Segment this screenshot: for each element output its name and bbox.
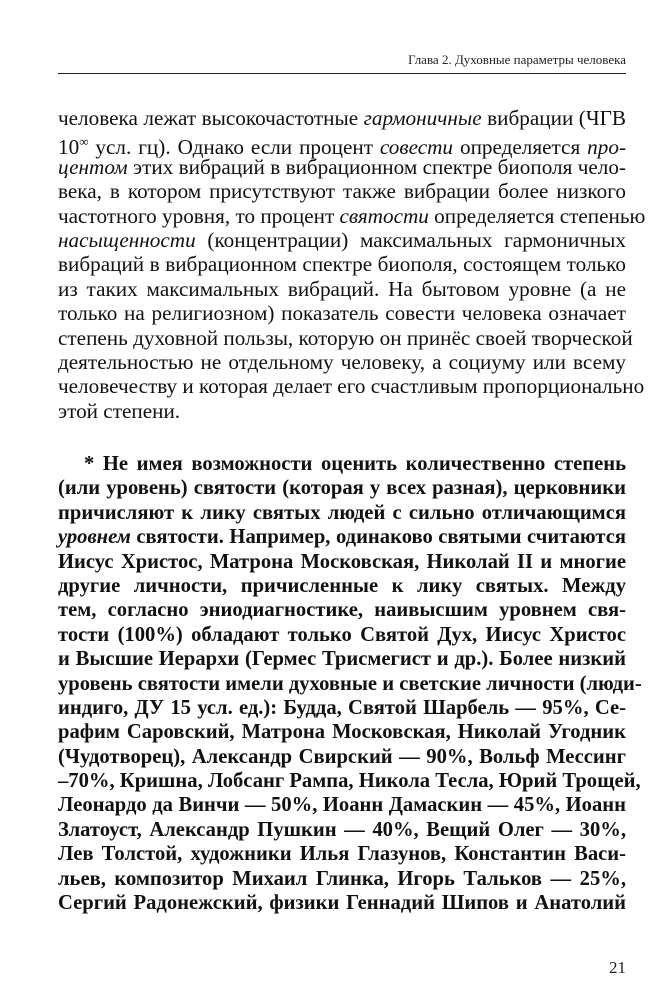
text-run: только на религиозном) показатель совести человека означает bbox=[58, 301, 626, 326]
text-line bbox=[58, 818, 626, 842]
text-line bbox=[58, 325, 633, 350]
text-run: деятельностью не отдельному человеку, а социуму или всему bbox=[58, 349, 626, 374]
text-run: –70%, Кришна, Лобсанг Рампа, Никола Тесла, Юрий Трощей, bbox=[58, 770, 641, 793]
text-line bbox=[58, 745, 626, 769]
text-line bbox=[58, 130, 626, 160]
text-line bbox=[58, 301, 626, 325]
page-number: 21 bbox=[609, 958, 626, 977]
text-run: святости. Например, одинаково святыми считаются bbox=[130, 526, 626, 549]
italic-run: совести bbox=[379, 135, 454, 160]
text-line bbox=[58, 550, 626, 574]
text-run: степень духовной пользы, которую он принёс своей творческой bbox=[58, 325, 633, 350]
text-line bbox=[58, 720, 626, 744]
text-run: века, в котором присутствуют также вибрации более низкого bbox=[58, 179, 626, 204]
footnote-paragraph bbox=[58, 452, 642, 915]
text-run: 10 bbox=[58, 135, 80, 160]
text-line bbox=[58, 476, 626, 500]
italic-run: уровнем bbox=[58, 526, 131, 549]
text-run: причисляют к лику святых людей с сильно отличающимся bbox=[58, 501, 626, 524]
text-run: этих вибраций в вибрационном спектре биополя чело- bbox=[127, 154, 626, 179]
text-run: (или уровень) святости (которая у всех разная), церковники bbox=[58, 477, 626, 500]
text-run: льев, композитор Михаил Глинка, Игорь Тальков — 25%, bbox=[58, 867, 626, 890]
text-line bbox=[58, 501, 626, 525]
text-run: тости (100%) обладают только Святой Дух, Иисус Христос bbox=[58, 623, 626, 646]
text-line bbox=[58, 179, 626, 203]
text-line bbox=[58, 867, 626, 891]
running-header: Глава 2. Духовные параметры человека bbox=[408, 52, 626, 67]
text-run: уровень святости имели духовные и светские личности (люди- bbox=[58, 672, 642, 695]
text-run: этой степени. bbox=[58, 398, 181, 423]
text-run: * Не имея возможности оценить количественно степень bbox=[84, 453, 626, 475]
text-run: вибрации (ЧГВ bbox=[481, 106, 626, 130]
text-line bbox=[58, 891, 626, 915]
text-run: частотного уровня, то процент bbox=[58, 203, 340, 228]
text-run: Златоуст, Александр Пушкин — 40%, Вещий Олег — 30%, bbox=[58, 818, 626, 841]
text-line bbox=[58, 598, 626, 622]
text-run: человека лежат высокочастотные bbox=[58, 106, 364, 130]
text-run: Леонардо да Винчи — 50%, Иоанн Дамаскин — 45%, Иоанн bbox=[58, 794, 626, 817]
text-run: (концентрации) максимальных гармоничных bbox=[195, 227, 626, 252]
text-line bbox=[58, 647, 626, 671]
text-line bbox=[58, 842, 626, 866]
text-run: (Чудотворец), Александр Свирский — 90%, Вольф Мессинг bbox=[58, 745, 626, 768]
text-line bbox=[58, 525, 626, 549]
text-line bbox=[58, 793, 626, 817]
text-run: усл. гц). Однако если процент bbox=[88, 135, 380, 160]
italic-run: святости bbox=[339, 203, 429, 228]
italic-run: про- bbox=[587, 135, 626, 160]
text-line bbox=[58, 574, 626, 598]
text-line bbox=[58, 277, 626, 301]
italic-run: насыщенности bbox=[58, 227, 196, 252]
text-line bbox=[58, 672, 642, 696]
header-rule bbox=[58, 73, 626, 74]
text-line bbox=[58, 350, 626, 374]
text-run: Сергий Радонежский, физики Геннадий Шипов и Анатолий bbox=[58, 892, 626, 915]
italic-run: гармоничные bbox=[363, 106, 482, 130]
text-line bbox=[58, 696, 626, 720]
text-run: Лев Толстой, художники Илья Глазунов, Константин Васи- bbox=[58, 843, 626, 866]
text-run: тем, согласно эниодиагностике, наивысшим уровнем свя- bbox=[58, 599, 626, 622]
text-run: и Высшие Иерархи (Гермес Трисмегист и др.). Более низкий bbox=[58, 648, 626, 671]
text-run: индиго, ДУ 15 усл. ед.): Будда, Святой Шарбель — 95%, Се- bbox=[58, 696, 626, 719]
text-run: из таких максимальных вибраций. На бытовом уровне (а не bbox=[58, 276, 626, 301]
text-run: определяется bbox=[453, 135, 588, 160]
text-line bbox=[58, 374, 645, 399]
superscript-run: ∞ bbox=[79, 134, 89, 150]
text-line bbox=[58, 106, 626, 130]
text-run: человечеству и которая делает его счастливым пропорционально bbox=[58, 374, 645, 399]
text-line bbox=[58, 399, 626, 423]
text-run: определяется степенью bbox=[428, 203, 646, 228]
text-run: вибраций в вибрационном спектре биополя, состоящем только bbox=[58, 252, 626, 277]
text-line bbox=[58, 452, 626, 476]
text-line bbox=[58, 623, 626, 647]
text-line bbox=[58, 228, 626, 252]
text-run: Иисус Христос, Матрона Московская, Николай II и многие bbox=[58, 550, 626, 573]
text-run: другие личности, причисленные к лику святых. Между bbox=[58, 574, 626, 597]
text-line bbox=[58, 203, 646, 228]
text-line bbox=[58, 769, 641, 793]
text-line bbox=[58, 155, 626, 179]
body-paragraph-1 bbox=[58, 106, 646, 423]
italic-run: центом bbox=[58, 154, 128, 179]
text-line bbox=[58, 252, 626, 276]
text-run: рафим Саровский, Матрона Московская, Николай Угодник bbox=[58, 721, 626, 744]
